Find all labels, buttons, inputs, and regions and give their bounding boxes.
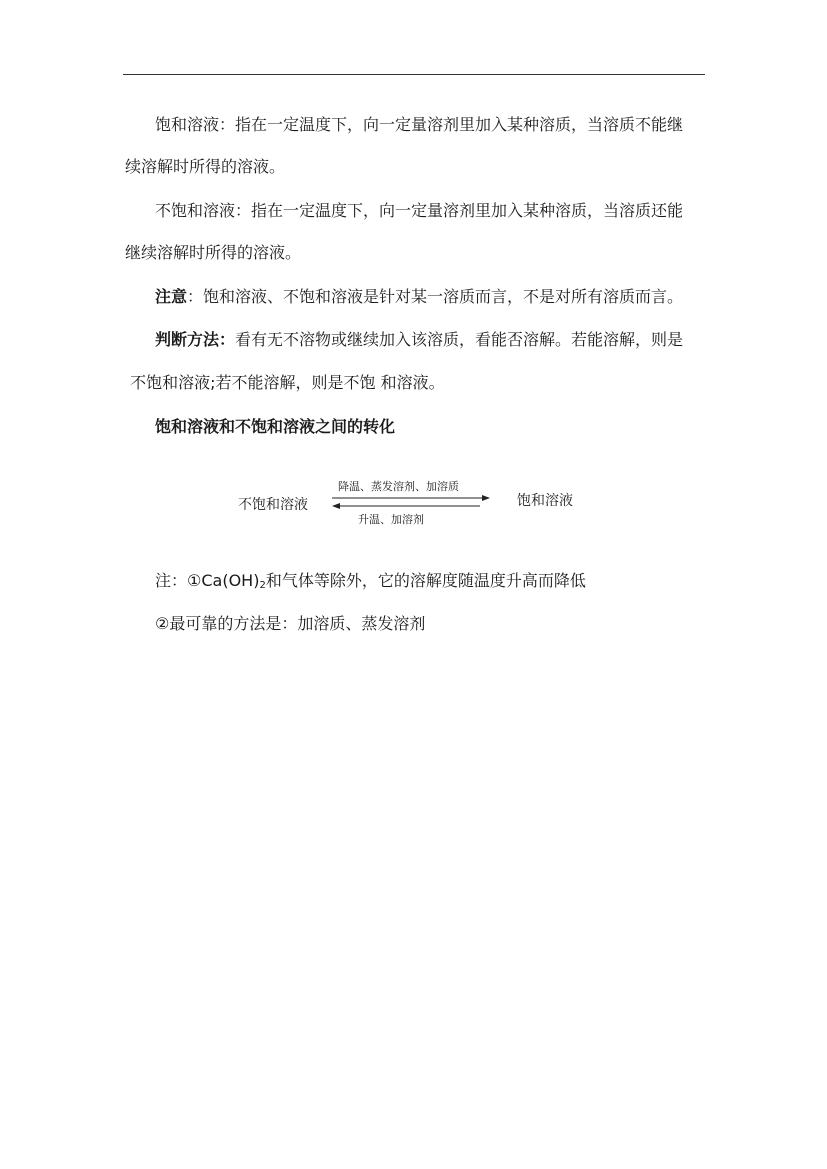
judgement-line1: 看有无不溶物或继续加入该溶质，看能否溶解。若能溶解，则是 (235, 330, 684, 349)
attention-text: ：饱和溶液、不饱和溶液是针对某一溶质而言，不是对所有溶质而言。 (187, 287, 684, 306)
judgement-line2: 不饱和溶液;若不能溶解，则是不饱 和溶液。 (125, 373, 445, 392)
note1-prefix: 注：①Ca(OH) (155, 571, 260, 590)
forward-condition-label: 降温、蒸发溶剂、加溶质 (338, 480, 459, 493)
note1-suffix: 和气体等除外，它的溶解度随温度升高而降低 (265, 571, 586, 590)
header-rule (123, 74, 705, 75)
section-title: 饱和溶液和不饱和溶液之间的转化 (155, 417, 396, 436)
saturated-def-line2: 续溶解时所得的溶液。 (125, 157, 286, 176)
saturated-def-line1: 饱和溶液：指在一定温度下，向一定量溶剂里加入某种溶质，当溶质不能继 (155, 115, 684, 134)
unsaturated-def-line2: 继续溶解时所得的溶液。 (125, 243, 302, 262)
note1-subscript: 2 (259, 580, 266, 591)
backward-arrowhead (332, 503, 340, 509)
judgement-paragraph (125, 319, 705, 361)
attention-paragraph (125, 276, 705, 318)
attention-label: 注意 (155, 287, 188, 306)
conversion-diagram (230, 470, 600, 540)
note-1 (155, 568, 586, 591)
judgement-label: 判断方法： (155, 330, 236, 349)
forward-arrowhead (482, 495, 490, 501)
backward-condition-label: 升温、加溶剂 (358, 513, 424, 526)
unsaturated-def-line1: 不饱和溶液：指在一定温度下，向一定量溶剂里加入某种溶质，当溶质还能 (155, 201, 684, 220)
note-2: ②最可靠的方法是：加溶质、蒸发溶剂 (155, 614, 426, 633)
conversion-arrows (330, 494, 492, 510)
unsaturated-node: 不饱和溶液 (238, 497, 308, 513)
saturated-node: 饱和溶液 (517, 493, 573, 509)
